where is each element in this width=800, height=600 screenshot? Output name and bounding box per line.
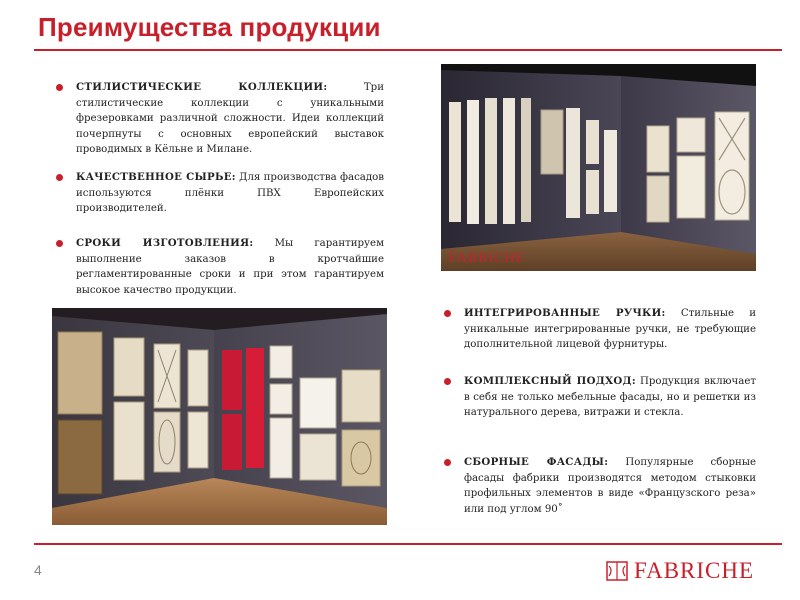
bullet-assembled-facades	[464, 455, 756, 517]
logo-mark-icon	[606, 560, 628, 582]
bullet-body: Продукция включает в себя не только мебельные фасады, но и решетки из натурального дерева, витражи и стекла.	[464, 376, 756, 418]
svg-text:FABRICHE: FABRICHE	[449, 251, 526, 266]
bullet-dot	[56, 84, 63, 91]
logo-text: FABRICHE	[634, 558, 755, 583]
bullet-dot	[56, 240, 63, 247]
bullet-complex-approach	[464, 374, 756, 421]
bullet-raw-materials	[76, 170, 384, 217]
bullet-handles	[464, 306, 756, 353]
bullet-collections	[76, 80, 384, 158]
bullet-body: Мы гарантируем выполнение заказов в кротчайшие регламентированные сроки и при этом гарантируем высокое качество продукции.	[76, 238, 385, 296]
showroom-photo-bottom	[52, 308, 387, 525]
bullet-heading: КОМПЛЕКСНЫЙ ПОДХОД:	[464, 375, 636, 387]
bullet-body: Стильные и уникальные интегрированные ручки, не требующие дополнительной лицевой фурнитуры.	[464, 308, 756, 350]
page-title: Преимущества продукции	[38, 12, 381, 42]
page-number: 4	[34, 562, 42, 578]
bullet-body: Три стилистические коллекции с уникальными фрезеровками различной сложности. Идеи коллекций почерпнуты с основных европейский выставок проводимых в Кёльне и Милане.	[76, 82, 384, 155]
bullet-heading: СТИЛИСТИЧЕСКИЕ КОЛЛЕКЦИИ:	[76, 81, 328, 93]
title-underline	[34, 49, 782, 51]
bullet-heading: КАЧЕСТВЕННОЕ СЫРЬЕ:	[76, 171, 236, 183]
bullet-dot	[444, 310, 451, 317]
bullet-dot	[444, 378, 451, 385]
footer-rule	[34, 543, 782, 545]
bullet-body: Популярные сборные фасады фабрики производятся методом стыковки профильных элементов в виде «Французского реза» или под углом 90˚	[464, 457, 756, 515]
bullet-heading: ИНТЕГРИРОВАННЫЕ РУЧКИ:	[464, 307, 666, 319]
bullet-lead-time	[76, 236, 384, 298]
fabriche-logo	[606, 556, 754, 586]
bullet-dot	[56, 174, 63, 181]
bullet-heading: СБОРНЫЕ ФАСАДЫ:	[464, 456, 609, 468]
bullet-heading: СРОКИ ИЗГОТОВЛЕНИЯ:	[76, 237, 254, 249]
showroom-photo-top	[441, 64, 756, 271]
bullet-dot	[444, 459, 451, 466]
bullet-body: Для производства фасадов используются плёнки ПВХ Европейских производителей.	[76, 172, 384, 214]
